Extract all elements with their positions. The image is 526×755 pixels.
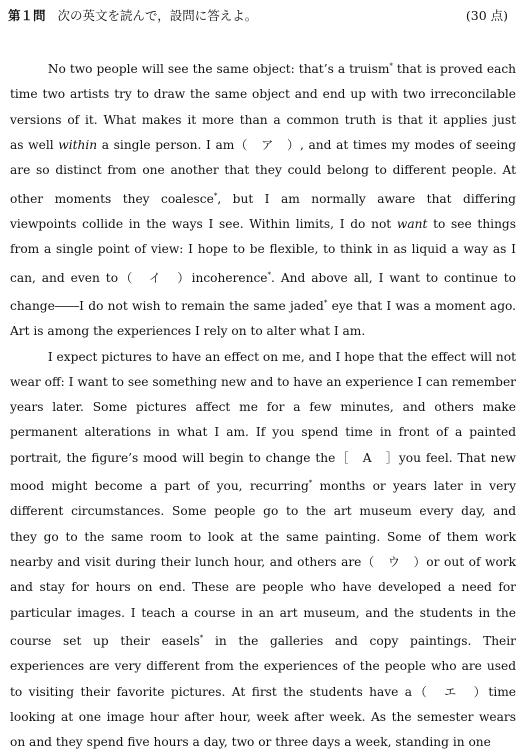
passage-line: time two artists try to draw the same object and end up with two irreconcilable xyxy=(10,87,516,102)
question-instruction: 次の英文を読んで，設問に答えよ。 xyxy=(57,8,258,23)
passage-line: I expect pictures to have an effect on me, and I hope that the effect will not xyxy=(47,349,516,364)
passage-line: course set up their easels* in the galleries and copy paintings. Their xyxy=(10,633,516,648)
passage-line: Art is among the experiences I rely on to alter what I am. xyxy=(10,324,366,339)
points-label: (30 点) xyxy=(465,8,508,23)
question-header xyxy=(8,6,518,26)
passage-line: wear off: I want to see something new and to have an experience I can remember xyxy=(10,374,516,389)
passage-line: on and they spend five hours a day, two or three days a week, standing in one xyxy=(10,735,491,750)
passage-line: and stay for hours on end. These are people who have developed a need for xyxy=(10,580,516,595)
passage-line: No two people will see the same object: that’s a truism* that is proved each xyxy=(47,62,517,77)
passage-line: viewpoints collide in the ways I see. Within limits, I do not want to see things xyxy=(10,216,516,231)
passage-line: they go to the same room to look at the same painting. Some of them work xyxy=(10,529,516,544)
passage-line: particular images. I teach a course in an art museum, and the students in the xyxy=(10,605,516,620)
passage-line: to visiting their favorite pictures. At first the students have a（ エ ）time xyxy=(10,684,516,699)
question-number: 第１問 xyxy=(8,8,46,23)
reading-passage xyxy=(10,54,516,755)
passage-line: from a single point of view: I hope to be flexible, to think in as liquid a way as I xyxy=(10,242,516,257)
passage-line: portrait, the figure’s mood will begin to change the［ A ］you feel. That new xyxy=(10,450,516,465)
passage-line: different circumstances. Some people go to the art museum every day, and xyxy=(10,504,516,519)
paragraph-1 xyxy=(10,54,516,345)
passage-line: change――I do not wish to remain the same jaded* eye that I was a moment ago. xyxy=(10,298,516,313)
passage-line: permanent alterations in what I am. If you spend time in front of a painted xyxy=(10,425,516,440)
passage-line: can, and even to（ イ ）incoherence*. And above all, I want to continue to xyxy=(10,270,516,285)
passage-line: as well within a single person. I am（ ア ）, and at times my modes of seeing xyxy=(10,137,516,152)
passage-line: are so distinct from one another that they could belong to different people. At xyxy=(10,163,516,178)
passage-line: mood might become a part of you, recurring* months or years later in very xyxy=(10,479,516,494)
passage-line: other moments they coalesce*, but I am normally aware that differing xyxy=(10,191,516,206)
passage-line: experiences are very different from the experiences of the people who are used xyxy=(10,659,516,674)
passage-line: looking at one image hour after hour, week after week. As the semester wears xyxy=(10,709,516,724)
passage-line: versions of it. What makes it more than a common truth is that it applies just xyxy=(10,112,516,127)
passage-line: nearby and visit during their lunch hour, and others are（ ウ ）or out of work xyxy=(10,554,516,569)
paragraph-2 xyxy=(10,345,516,755)
passage-line: years later. Some pictures affect me for a few minutes, and others make xyxy=(10,400,516,415)
